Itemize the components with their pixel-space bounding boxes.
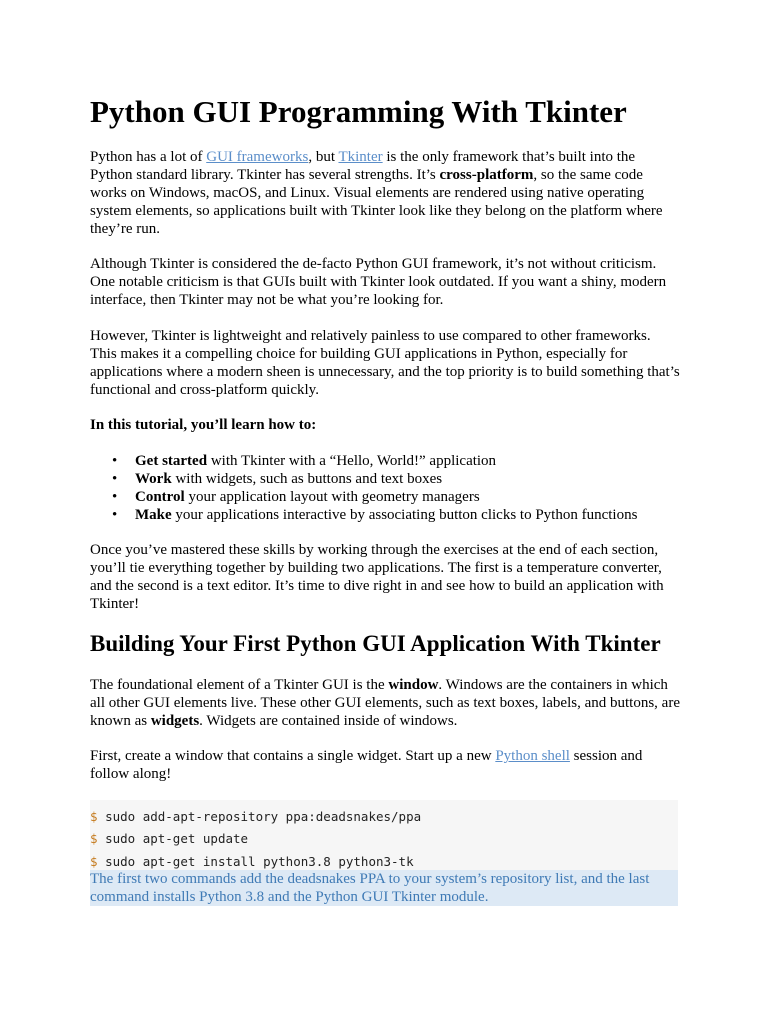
- prompt-symbol: $: [90, 831, 98, 846]
- section-p2-text: session and follow along!: [90, 748, 643, 782]
- intro-p1-text: is the only framework that’s built into the Python standard library. Tkinter has several strengths. It’s: [90, 149, 636, 183]
- gui-frameworks-link[interactable]: GUI frameworks: [206, 149, 309, 165]
- list-item-bold: Work: [135, 471, 172, 487]
- bullet-icon: •: [112, 507, 118, 523]
- bullet-icon: •: [112, 453, 118, 469]
- list-item: [90, 506, 680, 524]
- prompt-symbol: $: [90, 854, 98, 869]
- section-paragraph-1: [90, 676, 680, 730]
- widgets-emphasis: widgets: [150, 713, 200, 729]
- bullet-icon: •: [112, 489, 118, 505]
- highlighted-note: The first two commands add the deadsnakes PPA to your system’s repository list, and the last command installs Python 3.8 and the Python GUI Tkinter module.: [90, 870, 678, 906]
- list-item: [90, 470, 680, 488]
- code-command: sudo apt-get install python3.8 python3-tk: [105, 854, 414, 869]
- section-p1-text: . Widgets are contained inside of windows.: [199, 713, 458, 729]
- section-heading: Building Your First Python GUI Application With Tkinter: [90, 631, 661, 656]
- code-block[interactable]: [90, 800, 678, 870]
- section-paragraph-2: [90, 747, 680, 783]
- list-item: [90, 488, 680, 506]
- section-p1-text: The foundational element of a Tkinter GUI is the: [90, 677, 389, 693]
- code-command: sudo apt-get update: [105, 831, 249, 846]
- page-title: Python GUI Programming With Tkinter: [90, 94, 627, 129]
- intro-p1-text: Python has a lot of: [90, 149, 207, 165]
- intro-paragraph-2: Although Tkinter is considered the de-facto Python GUI framework, it’s not without criticism. One notable criticism is that GUIs built with Tkinter look outdated. If you want a shiny, modern interface, then Tkinter may not be what you’re looking for.: [90, 256, 667, 308]
- section-p2-text: First, create a window that contains a single widget. Start up a new: [90, 748, 496, 764]
- outro-paragraph: Once you’ve mastered these skills by working through the exercises at the end of each section, you’ll tie everything together by building two applications. The first is a temperature converter, and the second is a text editor. It’s time to dive right in and see how to build an application with Tkinter!: [90, 542, 664, 612]
- intro-p1-text: , but: [308, 149, 339, 165]
- list-item-text: your application layout with geometry managers: [184, 489, 480, 505]
- python-shell-link[interactable]: Python shell: [495, 748, 570, 764]
- learning-list: [90, 452, 680, 524]
- code-line: [90, 809, 421, 824]
- list-item-bold: Make: [135, 507, 172, 523]
- list-item-text: your applications interactive by associating button clicks to Python functions: [171, 507, 638, 523]
- cross-platform-emphasis: cross-platform: [439, 167, 534, 183]
- code-line: [90, 831, 248, 846]
- section-p1-text: . Windows are the containers in which all other GUI elements live. These other GUI elements, such as text boxes, labels, and buttons, are known as: [90, 677, 680, 729]
- list-item-text: with Tkinter with a “Hello, World!” application: [207, 453, 497, 469]
- intro-paragraph-1: [90, 148, 680, 238]
- intro-paragraph-3: However, Tkinter is lightweight and relatively painless to use compared to other frameworks. This makes it a compelling choice for building GUI applications in Python, especially for applications where a modern sheen is unnecessary, and the top priority is to build something that’s functional and cross-platform quickly.: [90, 328, 680, 398]
- code-command: sudo add-apt-repository ppa:deadsnakes/ppa: [105, 809, 422, 824]
- prompt-symbol: $: [90, 809, 98, 824]
- learn-heading-text: In this tutorial, you’ll learn how to:: [90, 417, 317, 433]
- list-item-text: with widgets, such as buttons and text boxes: [171, 471, 443, 487]
- intro-p1-text: , so the same code works on Windows, macOS, and Linux. Visual elements are rendered using native operating system elements, so applications built with Tkinter look like they belong on the platform where they’re run.: [90, 167, 663, 237]
- list-item-bold: Get started: [135, 453, 208, 469]
- list-item-bold: Control: [135, 489, 185, 505]
- bullet-icon: •: [112, 471, 118, 487]
- code-line: [90, 854, 414, 869]
- window-emphasis: window: [388, 677, 439, 693]
- tkinter-link[interactable]: Tkinter: [338, 149, 383, 165]
- list-item: [90, 452, 680, 470]
- learn-heading: [90, 416, 680, 434]
